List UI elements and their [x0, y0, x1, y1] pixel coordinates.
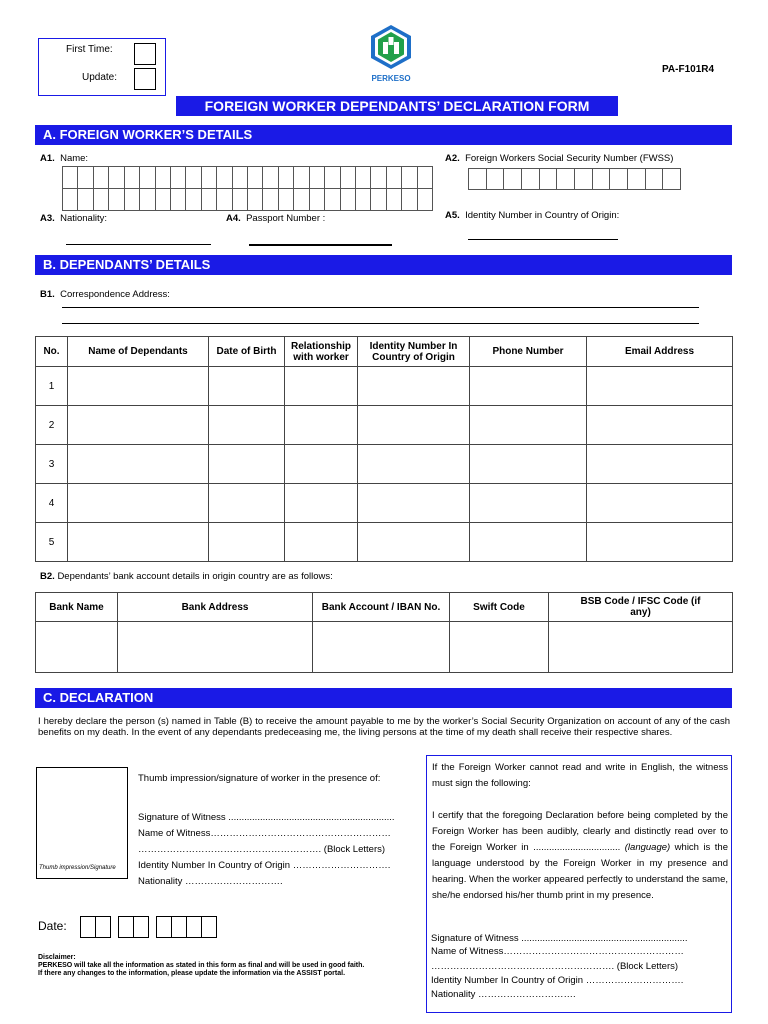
col-no: No. — [36, 337, 68, 367]
b2-label: B2. Dependants’ bank account details in origin country are as follows: — [40, 571, 333, 582]
a5-label: A5. Identity Number in Country of Origin: — [445, 210, 620, 221]
signature-witness-line[interactable]: Signature of Witness ............................................................... — [138, 812, 395, 823]
perkeso-logo-icon — [369, 24, 413, 70]
table-row — [36, 523, 733, 562]
section-b-title: B. DEPENDANTS’ DETAILS — [35, 255, 732, 275]
row-number: 4 — [36, 484, 68, 523]
cell-input[interactable] — [209, 523, 285, 562]
update-checkbox[interactable] — [134, 68, 156, 90]
table-row — [36, 484, 733, 523]
cell-input[interactable] — [285, 445, 358, 484]
row-number: 1 — [36, 367, 68, 406]
cell-input[interactable] — [587, 367, 733, 406]
table-row — [36, 445, 733, 484]
passport-input[interactable] — [249, 244, 392, 246]
witness-instructions — [432, 760, 728, 904]
w-block-letters-line[interactable]: …………………………………………………. (Block Letters) — [431, 961, 679, 972]
w-id-line[interactable]: Identity Number In Country of Origin …………………………. — [431, 975, 684, 986]
section-a-title: A. FOREIGN WORKER’S DETAILS — [35, 125, 732, 145]
cell-input[interactable] — [209, 367, 285, 406]
first-time-label: First Time: — [66, 44, 113, 55]
cell-input[interactable] — [358, 484, 470, 523]
disclaimer-title: Disclaimer: — [38, 954, 76, 961]
col-email: Email Address — [587, 337, 733, 367]
name-witness-line[interactable]: Name of Witness………………………………………………… — [138, 828, 391, 839]
id-origin-input[interactable] — [468, 239, 618, 240]
cell-input[interactable] — [68, 406, 209, 445]
table-row — [36, 406, 733, 445]
cell-input[interactable] — [209, 484, 285, 523]
cell-input[interactable] — [450, 622, 549, 673]
cell-input[interactable] — [285, 484, 358, 523]
cell-input[interactable] — [587, 523, 733, 562]
cell-input[interactable] — [587, 445, 733, 484]
col-bank-name: Bank Name — [36, 593, 118, 622]
row-number: 2 — [36, 406, 68, 445]
cell-input[interactable] — [68, 523, 209, 562]
row-number: 3 — [36, 445, 68, 484]
cell-input[interactable] — [470, 367, 587, 406]
cell-input[interactable] — [470, 445, 587, 484]
table-row — [36, 622, 733, 673]
bank-header-row — [36, 593, 733, 622]
cell-input[interactable] — [118, 622, 313, 673]
first-time-checkbox[interactable] — [134, 43, 156, 65]
dependants-header-row — [36, 337, 733, 367]
thumb-caption: Thumb impression/Signature — [39, 865, 116, 871]
col-bsb: BSB Code / IFSC Code (if any) — [549, 593, 733, 622]
cell-input[interactable] — [68, 445, 209, 484]
disclaimer-line-1: PERKESO will take all the information as stated in this form as final and will be used in good faith. — [38, 962, 365, 969]
address-line-2[interactable] — [62, 323, 699, 324]
cell-input[interactable] — [470, 406, 587, 445]
disclaimer — [38, 954, 364, 978]
witness-para-1: If the Foreign Worker cannot read and write in English, the witness must sign the following: — [432, 762, 728, 789]
col-bank-address: Bank Address — [118, 593, 313, 622]
col-name: Name of Dependants — [68, 337, 209, 367]
date-label: Date: — [38, 919, 67, 933]
cell-input[interactable] — [285, 406, 358, 445]
disclaimer-line-2: If there any changes to the information, please update the information via the ASSIST portal. — [38, 970, 346, 977]
cell-input[interactable] — [358, 367, 470, 406]
update-label: Update: — [82, 72, 118, 83]
block-letters-line[interactable]: …………………………………………………. (Block Letters) — [138, 844, 386, 855]
thumb-box[interactable] — [36, 767, 128, 879]
table-row — [36, 367, 733, 406]
thumb-intro: Thumb impression/signature of worker in the presence of: — [138, 773, 381, 784]
cell-input[interactable] — [358, 445, 470, 484]
cell-input[interactable] — [36, 622, 118, 673]
col-dob: Date of Birth — [209, 337, 285, 367]
col-bank-account: Bank Account / IBAN No. — [313, 593, 450, 622]
id-number-line[interactable]: Identity Number In Country of Origin …………………………. — [138, 860, 391, 871]
cell-input[interactable] — [470, 523, 587, 562]
perkeso-logo — [369, 24, 413, 84]
col-phone: Phone Number — [470, 337, 587, 367]
a1-label: A1. Name: — [40, 153, 89, 164]
cell-input[interactable] — [470, 484, 587, 523]
cell-input[interactable] — [587, 406, 733, 445]
w-signature-line[interactable]: Signature of Witness ............................................................... — [431, 933, 688, 944]
a4-label: A4. Passport Number : — [226, 213, 326, 224]
cell-input[interactable] — [358, 523, 470, 562]
col-id-number: Identity Number In Country of Origin — [358, 337, 470, 367]
logo-text: PERKESO — [371, 74, 411, 83]
cell-input[interactable] — [68, 367, 209, 406]
a2-label: A2. Foreign Workers Social Security Number (FWSS) — [445, 153, 674, 164]
cell-input[interactable] — [313, 622, 450, 673]
witness-para-2: I certify that the foregoing Declaration before being completed by the Foreign Worker has been audibly, clearly and distinctly read over to the Foreign Worker in ................................. (language) which is the language understood by the Foreign Worker in my presence and hearing. When the worker appeared perfectly to understand the same, she/he endorsed his/her thumb print in my presence. — [432, 810, 728, 901]
cell-input[interactable] — [285, 367, 358, 406]
cell-input[interactable] — [68, 484, 209, 523]
form-title: FOREIGN WORKER DEPENDANTS’ DECLARATION FORM — [176, 96, 618, 116]
nationality-input[interactable] — [66, 244, 211, 245]
name-input-grid[interactable] — [62, 166, 433, 211]
nationality-line[interactable]: Nationality …………………………. — [138, 876, 283, 887]
a3-label: A3. Nationality: — [40, 213, 108, 224]
cell-input[interactable] — [358, 406, 470, 445]
col-swift: Swift Code — [450, 593, 549, 622]
section-c-title: C. DECLARATION — [35, 688, 732, 708]
form-code: PA-F101R4 — [662, 64, 715, 75]
w-nationality-line[interactable]: Nationality …………………………. — [431, 989, 576, 1000]
row-number: 5 — [36, 523, 68, 562]
fwss-input-grid[interactable] — [468, 168, 681, 190]
address-line-1[interactable] — [62, 307, 699, 308]
cell-input[interactable] — [285, 523, 358, 562]
col-relationship: Relationship with worker — [285, 337, 358, 367]
cell-input[interactable] — [209, 445, 285, 484]
cell-input[interactable] — [549, 622, 733, 673]
date-boxes[interactable] — [81, 916, 217, 938]
cell-input[interactable] — [587, 484, 733, 523]
bank-table — [35, 592, 733, 673]
cell-input[interactable] — [209, 406, 285, 445]
b1-label: B1. Correspondence Address: — [40, 289, 170, 300]
w-name-line[interactable]: Name of Witness………………………………………………… — [431, 946, 684, 957]
dependants-table — [35, 336, 733, 562]
declaration-text: I hereby declare the person (s) named in Table (B) to receive the amount payable to me by the worker’s Social Security Organization on account of any of the cash benefits on my death. In the event of any dependants predeceasing me, the living persons at the time of my death shall receive their respective shares. — [38, 716, 730, 738]
